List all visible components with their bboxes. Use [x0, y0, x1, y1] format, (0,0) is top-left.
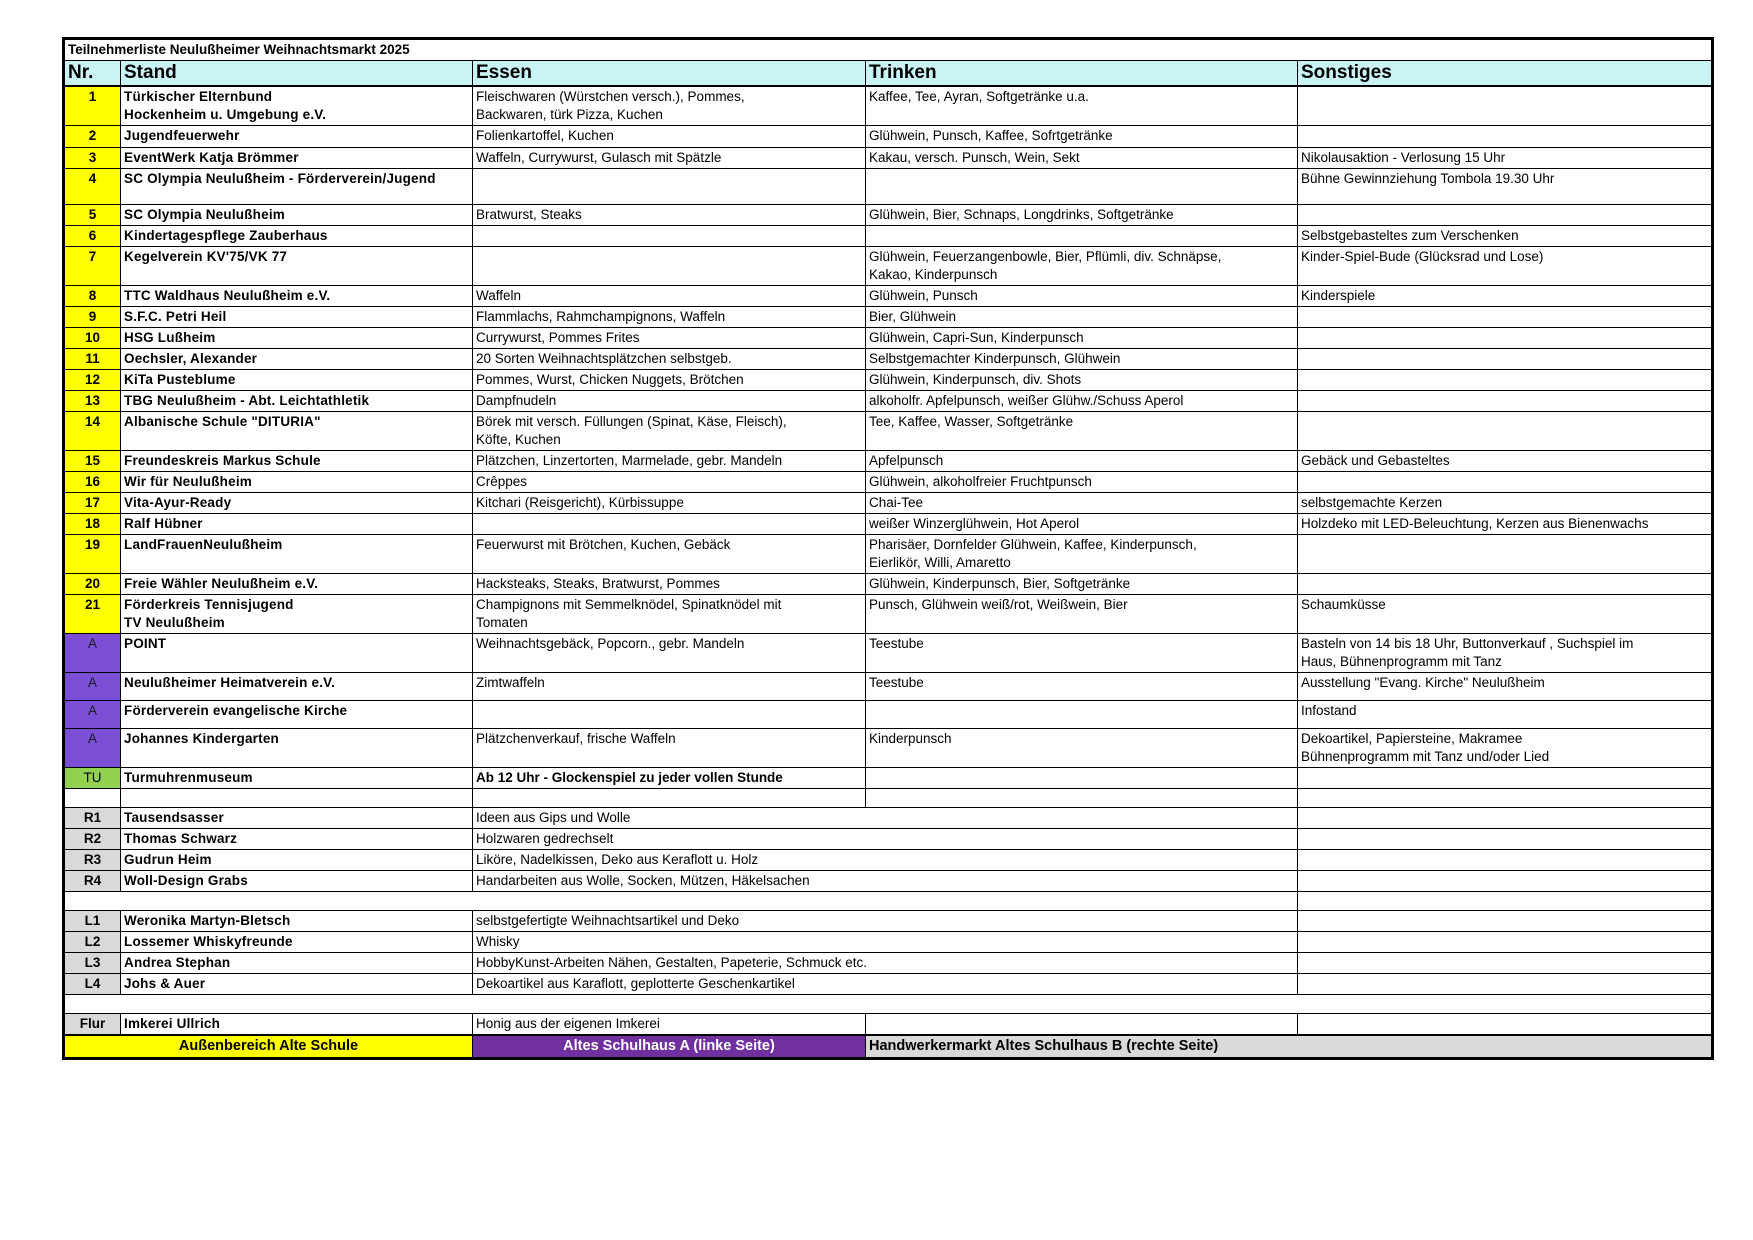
- empty-cell: [64, 995, 1713, 1014]
- trinken-cell: Glühwein, Kinderpunsch, Bier, Softgetränke: [866, 574, 1298, 595]
- sonstiges-cell: [1298, 86, 1713, 126]
- row-number: 5: [64, 205, 121, 226]
- table-row: [64, 768, 1713, 789]
- row-number: 11: [64, 349, 121, 370]
- essen-cell: Hacksteaks, Steaks, Bratwurst, Pommes: [473, 574, 866, 595]
- table-row: [64, 169, 1713, 205]
- row-number: L1: [64, 911, 121, 932]
- table-row: [64, 808, 1713, 829]
- essen-cell: Kitchari (Reisgericht), Kürbissuppe: [473, 493, 866, 514]
- legend-handwerkermarkt: Handwerkermarkt Altes Schulhaus B (rechte Seite): [866, 1035, 1713, 1059]
- stand-name: Woll-Design Grabs: [121, 871, 473, 892]
- row-number: R1: [64, 808, 121, 829]
- table-row: [64, 974, 1713, 995]
- stand-name: SC Olympia Neulußheim: [121, 205, 473, 226]
- trinken-cell: Chai-Tee: [866, 493, 1298, 514]
- sonstiges-cell: [1298, 328, 1713, 349]
- essen-cell: Zimtwaffeln: [473, 673, 866, 701]
- table-row: [64, 911, 1713, 932]
- stand-name: Albanische Schule "DITURIA": [121, 412, 473, 451]
- trinken-cell: Kaffee, Tee, Ayran, Softgetränke u.a.: [866, 86, 1298, 126]
- trinken-cell: Glühwein, Punsch, Kaffee, Sofrtgetränke: [866, 126, 1298, 148]
- sonstiges-cell: Schaumküsse: [1298, 595, 1713, 634]
- empty-cell: [1298, 789, 1713, 808]
- description-cell: HobbyKunst-Arbeiten Nähen, Gestalten, Papeterie, Schmuck etc.: [473, 953, 1298, 974]
- sonstiges-cell: [1298, 126, 1713, 148]
- trinken-cell: Bier, Glühwein: [866, 307, 1298, 328]
- sonstiges-cell: Kinder-Spiel-Bude (Glücksrad und Lose): [1298, 247, 1713, 286]
- empty-cell: [121, 789, 473, 808]
- table-row: [64, 126, 1713, 148]
- sonstiges-cell: [1298, 829, 1713, 850]
- stand-name: Förderverein evangelische Kirche: [121, 701, 473, 729]
- essen-cell: Crêppes: [473, 472, 866, 493]
- essen-cell: [473, 247, 866, 286]
- table-row: [64, 829, 1713, 850]
- stand-name: Freundeskreis Markus Schule: [121, 451, 473, 472]
- essen-cell: [473, 701, 866, 729]
- trinken-cell: Punsch, Glühwein weiß/rot, Weißwein, Bier: [866, 595, 1298, 634]
- trinken-cell: Glühwein, Bier, Schnaps, Longdrinks, Softgetränke: [866, 205, 1298, 226]
- trinken-cell: Kakau, versch. Punsch, Wein, Sekt: [866, 148, 1298, 169]
- stand-name: Thomas Schwarz: [121, 829, 473, 850]
- row-number: R4: [64, 871, 121, 892]
- participant-table: [62, 37, 1714, 1060]
- stand-name: Jugendfeuerwehr: [121, 126, 473, 148]
- table-row: [64, 871, 1713, 892]
- table-row: [64, 673, 1713, 701]
- sonstiges-cell: [1298, 412, 1713, 451]
- row-number: R3: [64, 850, 121, 871]
- table-row: [64, 634, 1713, 673]
- trinken-cell: Tee, Kaffee, Wasser, Softgetränke: [866, 412, 1298, 451]
- legend-outdoor: Außenbereich Alte Schule: [64, 1035, 473, 1059]
- row-number: 2: [64, 126, 121, 148]
- essen-cell: Börek mit versch. Füllungen (Spinat, Käse, Fleisch), Köfte, Kuchen: [473, 412, 866, 451]
- row-number: A: [64, 729, 121, 768]
- table-row: [64, 472, 1713, 493]
- table-row: [64, 595, 1713, 634]
- stand-name: Förderkreis Tennisjugend TV Neulußheim: [121, 595, 473, 634]
- description-cell: Ideen aus Gips und Wolle: [473, 808, 1298, 829]
- table-row: [64, 493, 1713, 514]
- legend-row: [64, 1035, 1713, 1059]
- row-number: L3: [64, 953, 121, 974]
- essen-cell: [473, 226, 866, 247]
- trinken-cell: Glühwein, alkoholfreier Fruchtpunsch: [866, 472, 1298, 493]
- row-number: 7: [64, 247, 121, 286]
- sonstiges-cell: [1298, 205, 1713, 226]
- sonstiges-cell: Ausstellung "Evang. Kirche" Neulußheim: [1298, 673, 1713, 701]
- stand-name: Oechsler, Alexander: [121, 349, 473, 370]
- sonstiges-cell: Selbstgebasteltes zum Verschenken: [1298, 226, 1713, 247]
- trinken-cell: Glühwein, Kinderpunsch, div. Shots: [866, 370, 1298, 391]
- stand-name: Kegelverein KV'75/VK 77: [121, 247, 473, 286]
- row-number: A: [64, 634, 121, 673]
- table-row: [64, 86, 1713, 126]
- row-number: R2: [64, 829, 121, 850]
- spacer-row: [64, 892, 1713, 911]
- stand-name: Türkischer Elternbund Hockenheim u. Umgebung e.V.: [121, 86, 473, 126]
- essen-cell: Flammlachs, Rahmchampignons, Waffeln: [473, 307, 866, 328]
- table-row: [64, 412, 1713, 451]
- table-row: [64, 328, 1713, 349]
- sonstiges-cell: selbstgemachte Kerzen: [1298, 493, 1713, 514]
- stand-name: Wir für Neulußheim: [121, 472, 473, 493]
- trinken-cell: Glühwein, Capri-Sun, Kinderpunsch: [866, 328, 1298, 349]
- trinken-cell: Apfelpunsch: [866, 451, 1298, 472]
- sonstiges-cell: [1298, 535, 1713, 574]
- table-row: [64, 1014, 1713, 1036]
- stand-name: EventWerk Katja Brömmer: [121, 148, 473, 169]
- essen-cell: Plätzchen, Linzertorten, Marmelade, gebr. Mandeln: [473, 451, 866, 472]
- sonstiges-cell: [1298, 974, 1713, 995]
- sonstiges-cell: [1298, 768, 1713, 789]
- sonstiges-cell: [1298, 808, 1713, 829]
- sonstiges-cell: [1298, 953, 1713, 974]
- table-row: [64, 850, 1713, 871]
- stand-name: KiTa Pusteblume: [121, 370, 473, 391]
- sonstiges-cell: Bühne Gewinnziehung Tombola 19.30 Uhr: [1298, 169, 1713, 205]
- table-row: [64, 535, 1713, 574]
- header-row: [64, 61, 1713, 87]
- table-row: [64, 451, 1713, 472]
- row-number: 12: [64, 370, 121, 391]
- stand-name: Turmuhrenmuseum: [121, 768, 473, 789]
- trinken-cell: Teestube: [866, 634, 1298, 673]
- stand-name: HSG Lußheim: [121, 328, 473, 349]
- trinken-cell: [866, 768, 1298, 789]
- essen-cell: Fleischwaren (Würstchen versch.), Pommes, Backwaren, türk Pizza, Kuchen: [473, 86, 866, 126]
- row-number: 21: [64, 595, 121, 634]
- stand-name: Freie Wähler Neulußheim e.V.: [121, 574, 473, 595]
- empty-cell: [1298, 892, 1713, 911]
- sonstiges-cell: Kinderspiele: [1298, 286, 1713, 307]
- stand-name: TBG Neulußheim - Abt. Leichtathletik: [121, 391, 473, 412]
- trinken-cell: Selbstgemachter Kinderpunsch, Glühwein: [866, 349, 1298, 370]
- empty-cell: [866, 789, 1298, 808]
- header-trinken: Trinken: [866, 61, 1298, 87]
- page-title: Teilnehmerliste Neulußheimer Weihnachtsmarkt 2025: [64, 39, 1713, 61]
- empty-cell: [64, 789, 121, 808]
- sonstiges-cell: [1298, 1014, 1713, 1036]
- table-row: [64, 574, 1713, 595]
- essen-cell: Weihnachtsgebäck, Popcorn., gebr. Mandeln: [473, 634, 866, 673]
- row-number: 18: [64, 514, 121, 535]
- row-number: A: [64, 701, 121, 729]
- row-number: 9: [64, 307, 121, 328]
- description-cell: Liköre, Nadelkissen, Deko aus Keraflott u. Holz: [473, 850, 1298, 871]
- essen-cell: Folienkartoffel, Kuchen: [473, 126, 866, 148]
- trinken-cell: [866, 169, 1298, 205]
- sonstiges-cell: [1298, 472, 1713, 493]
- header-stand: Stand: [121, 61, 473, 87]
- row-number: 17: [64, 493, 121, 514]
- essen-cell: Feuerwurst mit Brötchen, Kuchen, Gebäck: [473, 535, 866, 574]
- description-cell: selbstgefertigte Weihnachtsartikel und Deko: [473, 911, 1298, 932]
- stand-name: Lossemer Whiskyfreunde: [121, 932, 473, 953]
- stand-name: TTC Waldhaus Neulußheim e.V.: [121, 286, 473, 307]
- essen-cell: Currywurst, Pommes Frites: [473, 328, 866, 349]
- table-row: [64, 953, 1713, 974]
- sonstiges-cell: [1298, 307, 1713, 328]
- row-number: Flur: [64, 1014, 121, 1036]
- sonstiges-cell: [1298, 850, 1713, 871]
- row-number: 1: [64, 86, 121, 126]
- row-number: 10: [64, 328, 121, 349]
- description-cell: Handarbeiten aus Wolle, Socken, Mützen, Häkelsachen: [473, 871, 1298, 892]
- row-number: 3: [64, 148, 121, 169]
- table-row: [64, 729, 1713, 768]
- stand-name: Neulußheimer Heimatverein e.V.: [121, 673, 473, 701]
- description-cell: Holzwaren gedrechselt: [473, 829, 1298, 850]
- stand-name: SC Olympia Neulußheim - Förderverein/Jugend: [121, 169, 473, 205]
- table-row: [64, 148, 1713, 169]
- essen-cell: Honig aus der eigenen Imkerei: [473, 1014, 866, 1036]
- legend-schulhaus-a: Altes Schulhaus A (linke Seite): [473, 1035, 866, 1059]
- stand-name: Andrea Stephan: [121, 953, 473, 974]
- row-number: L2: [64, 932, 121, 953]
- sonstiges-cell: Nikolausaktion - Verlosung 15 Uhr: [1298, 148, 1713, 169]
- table-row: [64, 226, 1713, 247]
- row-number: A: [64, 673, 121, 701]
- essen-cell: [473, 169, 866, 205]
- trinken-cell: Glühwein, Punsch: [866, 286, 1298, 307]
- header-essen: Essen: [473, 61, 866, 87]
- header-sonstiges: Sonstiges: [1298, 61, 1713, 87]
- sonstiges-cell: [1298, 932, 1713, 953]
- sonstiges-cell: Gebäck und Gebasteltes: [1298, 451, 1713, 472]
- stand-name: Tausendsasser: [121, 808, 473, 829]
- stand-name: LandFrauenNeulußheim: [121, 535, 473, 574]
- spacer-row: [64, 995, 1713, 1014]
- spacer-row: [64, 789, 1713, 808]
- essen-cell: Bratwurst, Steaks: [473, 205, 866, 226]
- table-row: [64, 247, 1713, 286]
- row-number: L4: [64, 974, 121, 995]
- sonstiges-cell: Dekoartikel, Papiersteine, Makramee Bühnenprogramm mit Tanz und/oder Lied: [1298, 729, 1713, 768]
- essen-cell: Waffeln: [473, 286, 866, 307]
- table-row: [64, 391, 1713, 412]
- stand-name: POINT: [121, 634, 473, 673]
- stand-name: Ralf Hübner: [121, 514, 473, 535]
- description-cell: Whisky: [473, 932, 1298, 953]
- row-number: 20: [64, 574, 121, 595]
- trinken-cell: [866, 226, 1298, 247]
- row-number: 6: [64, 226, 121, 247]
- stand-name: Johs & Auer: [121, 974, 473, 995]
- row-number: 15: [64, 451, 121, 472]
- trinken-cell: weißer Winzerglühwein, Hot Aperol: [866, 514, 1298, 535]
- trinken-cell: Teestube: [866, 673, 1298, 701]
- row-number: 14: [64, 412, 121, 451]
- trinken-cell: [866, 701, 1298, 729]
- stand-name: Vita-Ayur-Ready: [121, 493, 473, 514]
- row-number: 19: [64, 535, 121, 574]
- table-row: [64, 932, 1713, 953]
- empty-cell: [64, 892, 1298, 911]
- table-row: [64, 701, 1713, 729]
- stand-name: S.F.C. Petri Heil: [121, 307, 473, 328]
- sonstiges-cell: [1298, 574, 1713, 595]
- sonstiges-cell: Basteln von 14 bis 18 Uhr, Buttonverkauf , Suchspiel im Haus, Bühnenprogramm mit Tanz: [1298, 634, 1713, 673]
- sonstiges-cell: Infostand: [1298, 701, 1713, 729]
- trinken-cell: Kinderpunsch: [866, 729, 1298, 768]
- essen-cell: Plätzchenverkauf, frische Waffeln: [473, 729, 866, 768]
- trinken-cell: alkoholfr. Apfelpunsch, weißer Glühw./Schuss Aperol: [866, 391, 1298, 412]
- stand-name: Weronika Martyn-Bletsch: [121, 911, 473, 932]
- essen-cell: Champignons mit Semmelknödel, Spinatknödel mit Tomaten: [473, 595, 866, 634]
- sonstiges-cell: Holzdeko mit LED-Beleuchtung, Kerzen aus Bienenwachs: [1298, 514, 1713, 535]
- row-number: 16: [64, 472, 121, 493]
- sonstiges-cell: [1298, 370, 1713, 391]
- essen-cell: [473, 514, 866, 535]
- stand-name: Gudrun Heim: [121, 850, 473, 871]
- table-row: [64, 205, 1713, 226]
- essen-cell: 20 Sorten Weihnachtsplätzchen selbstgeb.: [473, 349, 866, 370]
- row-number: 13: [64, 391, 121, 412]
- stand-name: Johannes Kindergarten: [121, 729, 473, 768]
- essen-cell: Dampfnudeln: [473, 391, 866, 412]
- sonstiges-cell: [1298, 391, 1713, 412]
- sonstiges-cell: [1298, 871, 1713, 892]
- table-row: [64, 514, 1713, 535]
- header-nr: Nr.: [64, 61, 121, 87]
- row-number: 4: [64, 169, 121, 205]
- description-cell: Dekoartikel aus Karaflott, geplotterte Geschenkartikel: [473, 974, 1298, 995]
- row-number: 8: [64, 286, 121, 307]
- essen-cell: Waffeln, Currywurst, Gulasch mit Spätzle: [473, 148, 866, 169]
- trinken-cell: Glühwein, Feuerzangenbowle, Bier, Pflümli, div. Schnäpse, Kakao, Kinderpunsch: [866, 247, 1298, 286]
- table-row: [64, 349, 1713, 370]
- trinken-cell: Pharisäer, Dornfelder Glühwein, Kaffee, Kinderpunsch, Eierlikör, Willi, Amaretto: [866, 535, 1298, 574]
- essen-cell: Pommes, Wurst, Chicken Nuggets, Brötchen: [473, 370, 866, 391]
- table-row: [64, 370, 1713, 391]
- stand-name: Imkerei Ullrich: [121, 1014, 473, 1036]
- stand-name: Kindertagespflege Zauberhaus: [121, 226, 473, 247]
- sonstiges-cell: [1298, 349, 1713, 370]
- table-row: [64, 286, 1713, 307]
- empty-cell: [473, 789, 866, 808]
- essen-cell: Ab 12 Uhr - Glockenspiel zu jeder vollen Stunde: [473, 768, 866, 789]
- row-number: TU: [64, 768, 121, 789]
- sonstiges-cell: [1298, 911, 1713, 932]
- table-row: [64, 307, 1713, 328]
- trinken-cell: [866, 1014, 1298, 1036]
